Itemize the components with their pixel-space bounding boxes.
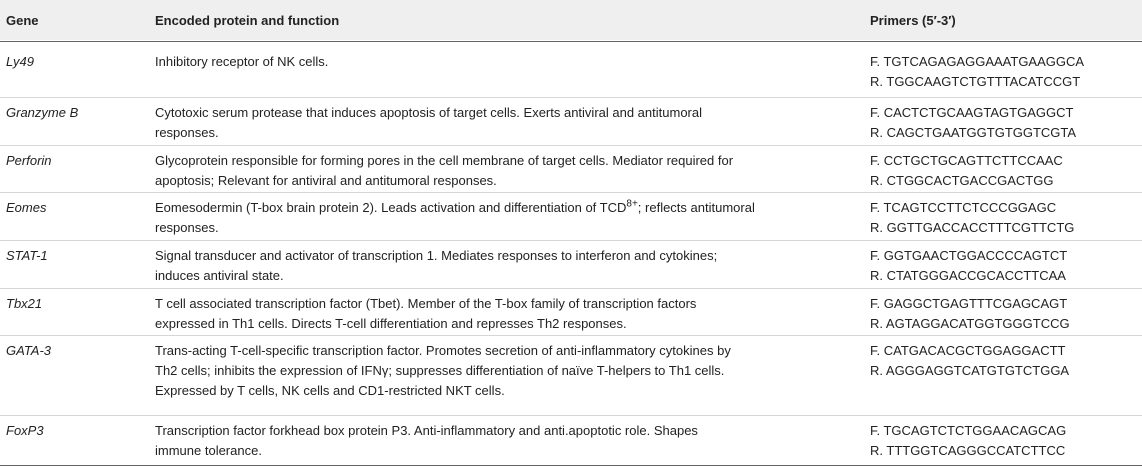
protein-function: Glycoprotein responsible for forming pores in the cell membrane of target cells. Mediator required for apoptosis; Relevant for antiviral and antitumoral responses. (155, 153, 734, 188)
forward-primer: F. CACTCTGCAAGTAGTGAGGCT (870, 105, 1074, 120)
gene-name: STAT-1 (6, 248, 48, 263)
protein-function: Transcription factor forkhead box protein P3. Anti-inflammatory and anti.apoptotic role. Shapes immune tolerance. (155, 423, 698, 458)
forward-primer: F. CCTGCTGCAGTTCTTCCAAC (870, 153, 1063, 168)
function-text: ; reflects antitumoral responses. (155, 200, 755, 235)
reverse-primer: R. CTGGCACTGACCGACTGG (870, 173, 1054, 188)
table-row (0, 241, 1142, 289)
gene-name: Eomes (6, 200, 47, 215)
table-bottom-rule (0, 465, 1142, 466)
table-row (0, 336, 1142, 416)
gene-name: GATA-3 (6, 343, 52, 358)
primer-pair (870, 341, 1069, 381)
primer-pair (870, 52, 1084, 92)
primer-pair (870, 421, 1066, 461)
protein-function: T cell associated transcription factor (Tbet). Member of the T-box family of transcription factors expressed in Th1 cells. Directs T-cell differentiation and represses Th2 responses. (155, 296, 697, 331)
gene-name: Ly49 (6, 54, 34, 69)
primer-pair (870, 151, 1063, 191)
protein-function: Inhibitory receptor of NK cells. (155, 54, 329, 69)
primer-pair (870, 246, 1067, 286)
header-gene: Gene (6, 13, 39, 28)
primer-pair (870, 294, 1070, 334)
header-function: Encoded protein and function (155, 13, 340, 28)
table-header (0, 0, 1142, 40)
forward-primer: F. CATGACACGCTGGAGGACTT (870, 343, 1066, 358)
table-row (0, 416, 1142, 465)
primer-pair (870, 103, 1076, 143)
primer-pair (870, 198, 1074, 238)
reverse-primer: R. AGTAGGACATGGTGGGTCCG (870, 316, 1070, 331)
table-row (0, 146, 1142, 193)
function-superscript: 8+ (626, 198, 638, 210)
function-text: Eomesodermin (T-box brain protein 2). Leads activation and differentiation of TCD (155, 200, 627, 215)
gene-name: Tbx21 (6, 296, 43, 311)
header-primers: Primers (5′-3′) (870, 13, 956, 28)
gene-name: Granzyme B (6, 105, 79, 120)
reverse-primer: R. CAGCTGAATGGTGTGGTCGTA (870, 125, 1077, 140)
forward-primer: F. GAGGCTGAGTTTCGAGCAGT (870, 296, 1068, 311)
protein-function (155, 198, 855, 238)
reverse-primer: R. CTATGGGACCGCACCTTCAA (870, 268, 1066, 283)
protein-function: Signal transducer and activator of transcription 1. Mediates responses to interferon and cytokines; induces antiviral state. (155, 248, 718, 283)
protein-function: Cytotoxic serum protease that induces apoptosis of target cells. Exerts antiviral and antitumoral responses. (155, 105, 702, 140)
reverse-primer: R. GGTTGACCACCTTTCGTTCTG (870, 220, 1075, 235)
forward-primer: F. TCAGTCCTTCTCCCGGAGC (870, 200, 1057, 215)
reverse-primer: R. AGGGAGGTCATGTGTCTGGA (870, 363, 1070, 378)
table-row (0, 98, 1142, 146)
table-row (0, 42, 1142, 98)
forward-primer: F. TGCAGTCTCTGGAACAGCAG (870, 423, 1067, 438)
reverse-primer: R. TTTGGTCAGGGCCATCTTCC (870, 443, 1066, 458)
gene-name: Perforin (6, 153, 52, 168)
reverse-primer: R. TGGCAAGTCTGTTTACATCCGT (870, 74, 1081, 89)
forward-primer: F. TGTCAGAGAGGAAATGAAGGCA (870, 54, 1085, 69)
forward-primer: F. GGTGAACTGGACCCCAGTCT (870, 248, 1068, 263)
protein-function: Trans-acting T-cell-specific transcription factor. Promotes secretion of anti-inflammatory cytokines by Th2 cells; inhibits the expression of IFNγ; suppresses differentiation of naïve T-helpers to Th1 cells. Expressed by T cells, NK cells and CD1-restricted NKT cells. (155, 343, 731, 398)
table-row (0, 289, 1142, 336)
table-row (0, 193, 1142, 241)
gene-name: FoxP3 (6, 423, 44, 438)
